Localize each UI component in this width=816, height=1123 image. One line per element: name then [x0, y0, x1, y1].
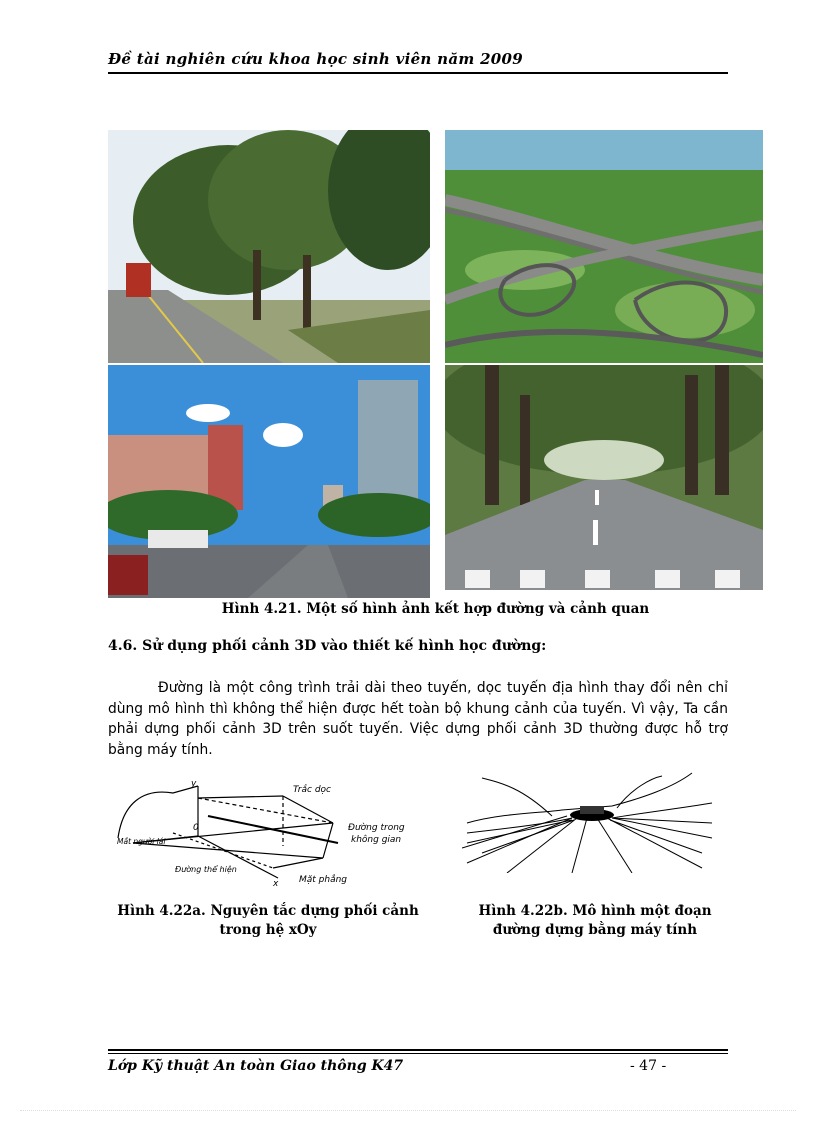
diagram-a-label-x: x — [273, 879, 279, 889]
figure-4-22a-caption — [108, 902, 428, 940]
figure-4-22b-caption — [455, 902, 735, 940]
figure-4-22b-caption-line2: đường dựng bằng máy tính — [492, 922, 698, 938]
page-header-title: Đề tài nghiên cứu khoa học sinh viên năm 2009 — [108, 50, 524, 68]
diagram-a-label-mat-nguoi-lai: Mắt người lái — [117, 837, 166, 846]
footer-rule-thin — [108, 1053, 728, 1054]
photo-tree-road — [108, 130, 430, 363]
diagram-a-label-mat-phang: Mặt phẳng — [299, 875, 348, 885]
header-rule — [108, 72, 728, 74]
diagram-a-label-duong-the-hien: Đường thể hiện — [175, 865, 237, 874]
footer-page-number: - 47 - — [630, 1058, 667, 1074]
diagram-a-label-o: 0 — [193, 823, 199, 833]
figure-4-22b-caption-line1: Hình 4.22b. Mô hình một đoạn — [478, 903, 712, 919]
diagram-computer-road-model — [462, 768, 717, 873]
diagram-a-label-khong-gian: không gian — [351, 835, 402, 845]
diagram-perspective-xoy — [113, 768, 418, 893]
photo-avenue — [445, 365, 763, 590]
diagram-a-label-duong-trong: Đường trong — [348, 823, 405, 833]
photo-city-street — [108, 365, 430, 598]
diagram-a-label-y: y — [191, 779, 197, 789]
figure-4-22a-caption-line1: Hình 4.22a. Nguyên tắc dựng phối cảnh — [117, 903, 419, 919]
figure-4-22a-caption-line2: trong hệ xOy — [219, 922, 317, 938]
photo-interchange — [445, 130, 763, 363]
diagram-a-label-trac-doc: Trắc dọc — [293, 785, 331, 795]
body-paragraph: Đường là một công trình trải dài theo tuyến, dọc tuyến địa hình thay đổi nên chỉ dùng mô hình thì không thể hiện được hết toàn bộ khung cảnh của tuyến. Vì vậy, Ta cần phải dựng phối cảnh 3D trên suốt tuyến. Việc dựng phối cảnh 3D thường được hỗ trợ bằng máy tính. — [108, 680, 728, 758]
footer-class-name: Lớp Kỹ thuật An toàn Giao thông K47 — [108, 1058, 404, 1074]
figure-4-21-caption: Hình 4.21. Một số hình ảnh kết hợp đường và cảnh quan — [221, 601, 650, 617]
section-heading: 4.6. Sử dụng phối cảnh 3D vào thiết kế hình học đường: — [108, 638, 547, 654]
footer-rule-thick — [108, 1049, 728, 1051]
page-bottom-border — [20, 1110, 796, 1111]
